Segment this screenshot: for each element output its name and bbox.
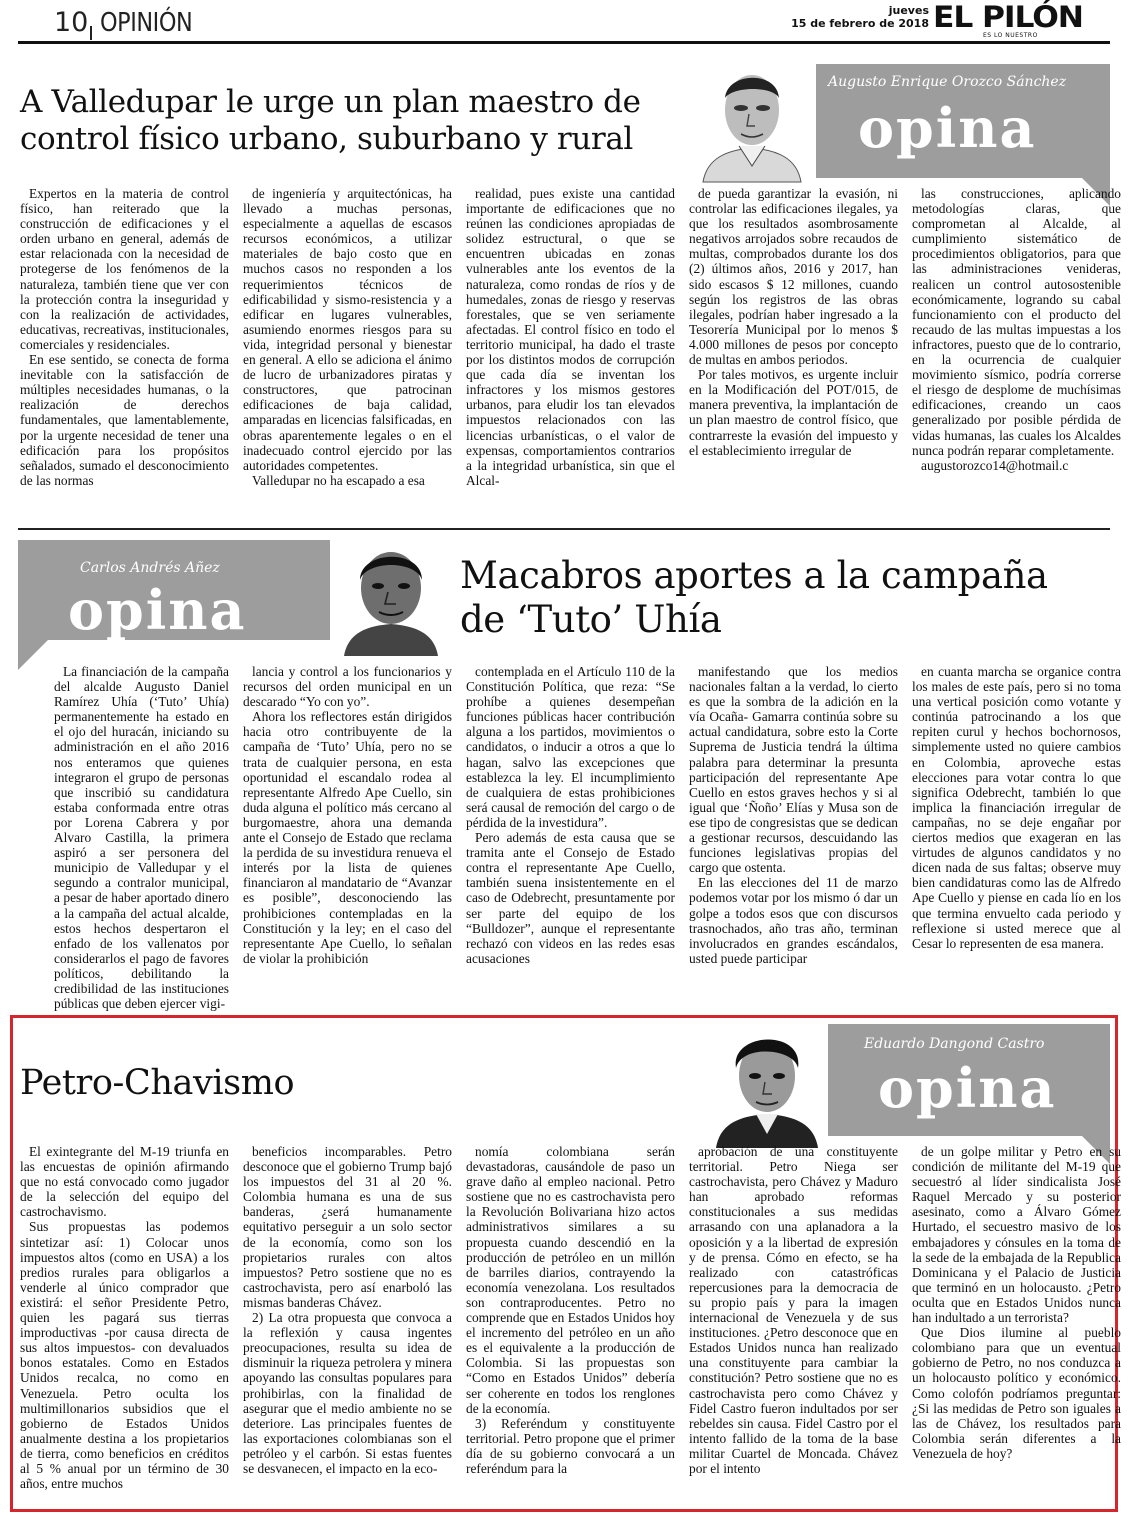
text-column [466,1144,675,1506]
opina-label: opina [68,578,247,642]
paragraph: 3) Referéndum y constituyente territorial. Petro propone que el primer día de su gobierno convocará a un referéndum para la [466,1415,675,1476]
text-column [912,186,1121,520]
article-title: Petro-Chavismo [20,1063,295,1103]
opina-badge [18,540,330,640]
title-line: de ‘Tuto’ Uhía [460,598,722,641]
text-column [466,664,675,1011]
opina-badge [816,64,1110,178]
text-column [20,1144,229,1506]
text-column [20,664,229,1011]
author-name: Carlos Andrés Añez [80,560,220,576]
text-column [689,664,898,1011]
paragraph: de un golpe militar y Petro en su condición de militante del M-19 que secuestró al líder sindicalista José Raquel Mercado y su posterior asesinato, como a Álvaro Gómez Hurtado, el secuestro masivo de los embajadores y cónsules en la toma de la sede de la embajada de la Republica Dominicana y el Palacio de Justicia que terminó en un holocausto. ¿Petro oculta que en Estados Unidos nunca han indultado a un terrorista? [912,1144,1121,1326]
article-body [20,1144,1121,1506]
paragraph: La financiación de la campaña del alcalde Augusto Daniel Ramírez Uhía (‘Tuto’ Uhía) permanentemente ha estado en el ojo del huracán, iniciando su administración en el año 2016 nos enteramos que quienes integraron el grupo de personas que inscribió su candidatura estaba conformada entre otras por Lorena Cabrera y por Alvaro Castilla, la primera aspiró a ser personera del municipio de Valledupar y el segundo a contralor municipal, a pesar de haber aportado dinero a la campaña del actual alcalde, estos hechos despertaron el enfado de los vallenatos por considerarlos el pago de favores políticos, debilitando la credibilidad de las instituciones públicas que deben ejercer vigi- [54,664,229,1012]
paragraph: realidad, pues existe una cantidad importante de edificaciones que no reúnen las condiciones apropiadas de solidez estructural, o que se encuentren ubicadas en zonas vulnerables ante los eventos de la naturaleza, como rondas de ríos y de humedales, zonas de riesgo y reservas forestales, que se ven seriamente afectadas. El control físico en todo el territorio municipal, ha dado el traste por los distintos modos de corrupción que cada día se inventan los infractores y los mismos gestores urbanos, para eludir los tan elevados impuestos relacionados con las licencias urbanísticas, o el valor de expensas, comportamientos contrarios a la integridad urbanística, sin que el Alcal- [466,186,675,488]
weekday: jueves [888,4,929,17]
publication-date [791,4,929,30]
article-valledupar [18,50,1121,525]
article-title [460,554,1100,642]
brand-name: EL PILÓN [933,0,1083,34]
title-line: A Valledupar le urge un plan maestro de [20,84,641,120]
paragraph: augustorozco14@hotmail.c [921,457,1069,473]
paragraph: El exintegrante del M-19 triunfa en las encuestas de opinión afirmando que no está convocado como jugador de la selección del equipo del castrochavismo. [20,1144,229,1220]
paragraph: nomía colombiana serán devastadoras, causándole de paso un grave daño al empleo nacional. Petro sostiene que no es castrochavista pero la Revolución Bolivariana hizo actos administrativos similares a su propuesta cuando descendió en la producción de petróleo en un millón de barriles diarios, contrayendo la economía venezolana. Los resultados son contraproducentes. Petro no comprende que en Estados Unidos hoy el incremento del petróleo en un año es el equivalente a la producción de Colombia. Si las propuestas son “Como en Estados Unidos” debería ser coherente en todos los renglones de la economía. [466,1144,675,1416]
paragraph: en cuanta marcha se organice contra los males de este país, pero si no toma una vertical posición como votante y continúa patrocinando a los que repiten curul y hechos bochornosos, simplemente usted no quiere cambios en Colombia, aproveche estas elecciones para votar contra lo que significa Odebrecht, también lo que implica la financiación irregular de campañas, no se deje engañar por ciertos medios que exageran en las virtudes de algunos candidatos y no dicen nada de sus faltas; observe muy bien candidaturas como las de Alfredo Ape Cuello y piense en cada lío en los que termina envuelto cada periodo y reflexione si usted merece que al Cesar lo representen de esa manera. [912,664,1121,951]
text-column [243,664,452,1011]
text-column [243,1144,452,1506]
author-portrait-icon [330,536,452,656]
paragraph: aprobación de una constituyente territorial. Petro Niega ser castrochavista, pero Chávez y Maduro han aprobado reformas constitucionales a sus medidas arrasando con una aplanadora a la oposición y a la libertad de expresión y de prensa. Cómo en efecto, se ha realizado con catastróficas repercusiones para la democracia de su propio país y para la imagen internacional de Venezuela y de sus instituciones. ¿Petro desconoce que en Estados Unidos nunca han realizado una constituyente para cambiar la constitución? Petro sostiene que no es castrochavista pero como Chávez y Fidel Castro fueron indultados por ser rebeldes sin causa. Fidel Castro por el intento fallido de la toma de la base militar Cuartel de Moncada. Chávez por el intento [689,1144,898,1476]
article-petro-chavismo [18,1018,1121,1510]
text-column [912,664,1121,1011]
paragraph: contemplada en el Artículo 110 de la Constitución Política, que reza: “Se prohíbe a quienes desempeñan funciones públicas hacer contribución alguna a los partidos, movimientos o candidatos, o inducir a otros a que lo hagan, salvo las excepciones que establezca la ley. El incumplimiento de cualquiera de estas prohibiciones será causal de remoción del cargo o de pérdida de la investidura”. [466,664,675,830]
date: 15 de febrero de 2018 [791,17,929,30]
paragraph: Pero además de esta causa que se tramita ante el Consejo de Estado contra el representante Ape Cuello, también suena insistentemente en el caso de Odebrecht, presuntamente por ser parte del equipo de los “Bulldozer”, aunque el representante rechazó con videos en las redes esas acusaciones [466,830,675,966]
paragraph: Que Dios ilumine al pueblo colombiano para que un eventual gobierno de Petro, no nos conduzca a un holocausto político y económico. Como colofón podríamos preguntar: ¿Si las medidas de Petro son iguales a las de Chávez, los resultados para Colombia serán diferentes a la Venezuela de hoy? [912,1325,1121,1461]
text-column [912,1144,1121,1506]
header-separator [90,26,92,40]
text-column [689,186,898,520]
page-number: 10 [54,7,89,38]
paragraph: Valledupar no ha escapado a esa [252,472,425,488]
paragraph: las construcciones, aplicando metodologías claras, que comprometan al Alcalde, al cumplimiento sistemático de procedimientos obligatorios, para que las administraciones venideras, realicen un control autosostenible económicamente, logrando su cabal funcionamiento con el producto del recaudo de las multas impuestas a los infractores, puesto que de lo contrario, en la ocurrencia de cualquier movimiento sísmico, podría correrse el riesgo de desplome de muchísimas edificaciones, creando un caos generalizado por posible pérdida de vidas humanas, las cuales los Alcaldes nunca podrán reparar completamente. [912,186,1121,458]
paragraph: Por tales motivos, es urgente incluir en la Modificación del POT/015, de manera preventiva, la implantación de un plan maestro de control físico, que contrarreste la evasión del impuesto y el establecimiento irregular de [689,367,898,458]
author-name: Eduardo Dangond Castro [864,1036,1045,1052]
article-title [20,84,680,158]
author-portrait-icon [708,1022,826,1148]
paragraph: Sus propuestas las podemos sintetizar así: 1) Colocar unos impuestos altos (como en USA) a los predios rurales para obligarlos a venderle al único comprador que existirá: el señor Presidente Petro, quien les pagará sus tierras improductivas -por causa directa de sus altos impuestos- con devaluados bonos estatales. Como en Estados Unidos recalca, no como en Venezuela. Petro oculta los multimillonarios subsidios que el gobierno de Estados Unidos anualmente destina a los propietarios de tierra, como beneficios en créditos al 5 % anual por un término de 30 años, entre muchos [20,1219,229,1492]
page-header [0,0,1129,44]
text-column [20,186,229,520]
paragraph: beneficios incomparables. Petro desconoce que el gobierno Trump bajó los impuestos del 31 al 20 %. Colombia humana es una de sus banderas, ¿será humanamente equitativo perseguir a un solo sector de la economía, como son los propietarios rurales con altos impuestos? Petro sostiene que no es castrochavista, pero así enarboló las mismas banderas Chávez. [243,1144,452,1310]
author-name: Augusto Enrique Orozco Sánchez [828,74,1067,90]
text-column [689,1144,898,1506]
opina-label: opina [858,96,1037,160]
article-tuto-uhia [18,536,1121,1012]
paragraph: de pueda garantizar la evasión, ni controlar las edificaciones ilegales, ya que los resultados asombrosamente negativos arrojados sobre recaudos de multas, comprobados durante los dos (2) últimos años, 2016 y 2017, han sido escasos $ 12 millones, cuando según los registros de las obras ilegales, podrían haber ingresado a la Tesorería Municipal por lo menos $ 4.000 millones de pesos por concepto de multas en ambos periodos. [689,186,898,368]
paragraph: de ingeniería y arquitectónicas, ha llevado a muchas personas, especialmente a aquellas de escasos recursos económicos, a utilizar materiales de bajo costo que en muchos casos no responden a los requerimientos técnicos de edificabilidad y sismo-resistencia y a edificar en lugares vulnerables, asumiendo enormes riesgos para su vida, integridad personal y bienestar en general. A ello se adiciona el ánimo de lucro de urbanizadores piratas y constructores, que patrocinan edificaciones de baja calidad, amparadas en licencias falsificadas, en obras aparentemente legales o en el inadecuado control ejercido por las autoridades competentes. [243,186,452,473]
brand-tagline: ES LO NUESTRO [983,32,1038,39]
header-rule [18,41,1110,44]
section-divider [18,528,1110,530]
paragraph: En ese sentido, se conecta de forma inevitable con la satisfacción de múltiples necesidades humanas, o la realización de derechos fundamentales, que lamentablemente, por la urgente necesidad de tener una edificación para los propósitos señalados, sumado el desconocimiento de las normas [20,352,229,488]
article-body [20,664,1121,1012]
author-portrait-icon [683,58,821,182]
paragraph: 2) La otra propuesta que convoca a la reflexión y causa ingentes preocupaciones, resulta su idea de disminuir la riqueza petrolera y minera apoyando las consultas populares para prohibirlas, con la finalidad de asegurar que el medio ambiente no se deteriore. Las principales fuentes de las exportaciones colombianas son el petróleo y el carbón. Si estas fuentes se desvanecen, el impacto en la eco- [243,1310,452,1476]
opina-label: opina [878,1056,1057,1120]
paragraph: Ahora los reflectores están dirigidos hacia otro contribuyente de la campaña de ‘Tuto’ Uhía, pero no se trata de cualquier persona, en esta oportunidad el escandalo rodea al representante Alfredo Ape Cuello, sin duda alguna el político más cercano al burgomaestre, ahora una demanda ante el Consejo de Estado que reclama la perdida de su investidura renueva el interés por la lista de quienes financiaron al mandatario de “Avanzar es posible”, desconociendo las prohibiciones contempladas en la Constitución y la ley; en el caso del representante Ape Cuello, lo señalan de violar la prohibición [243,709,452,966]
paragraph: En las elecciones del 11 de marzo podemos votar por los mismo ó dar un golpe a todos esos que con discursos trasnochados, año tras año, terminan involucrados en grandes escándalos, usted puede participar [689,875,898,966]
paragraph: Expertos en la materia de control físico, han reiterado que la construcción de edificaciones y el orden urbano en general, además de estar relacionada con la necesidad de protegerse de los fenómenos de la naturaleza, también tiene que ver con la protección contra la inseguridad y con la realización de actividades, educativas, recreativas, institucionales, comerciales y residenciales. [20,186,229,352]
text-column [466,186,675,520]
title-line: control físico urbano, suburbano y rural [20,121,633,157]
article-body [20,186,1121,520]
paragraph: lancia y control a los funcionarios y recursos del orden municipal en un descarado “Yo con yo”. [243,664,452,710]
newspaper-logo [933,2,1111,39]
opina-badge [828,1024,1110,1136]
title-line: Macabros aportes a la campaña [460,554,1048,597]
section-name: OPINIÓN [100,8,193,38]
paragraph: manifestando que los medios nacionales faltan a la verdad, lo cierto es que la sombra de la adición en la vía Ocaña- Gamarra continúa sobre su actual candidatura, sobre esto la Corte Suprema de Justicia tendrá la última palabra para determinar la presunta participación del representante Ape Cuello en estos graves hechos y si al igual que ‘Ñoño’ Elías y Musa son de ese tipo de congresistas que se dedican a gestionar recursos, descuidando las funciones legislativas propias del cargo que ostenta. [689,664,898,876]
text-column [243,186,452,520]
